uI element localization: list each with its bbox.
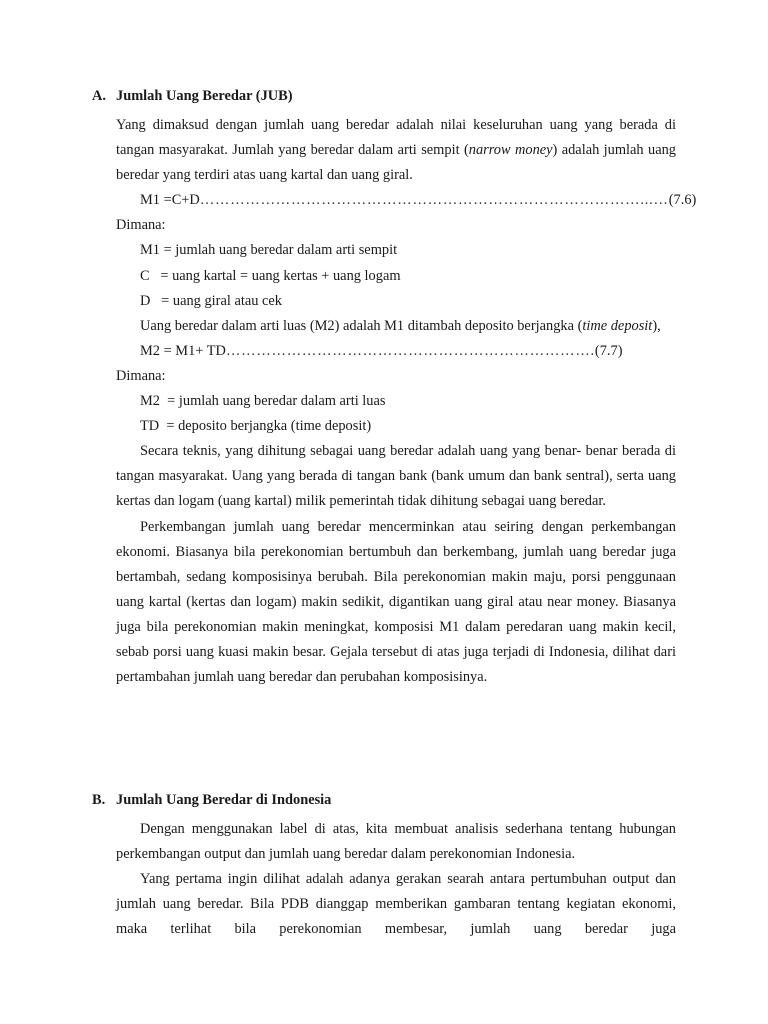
equation-number: (7.6) — [668, 192, 697, 209]
section-b — [92, 792, 676, 942]
section-b-heading — [92, 792, 676, 808]
equation-leader-dots: ………………………………………………………………. — [225, 342, 595, 359]
paragraph-technical: Secara teknis, yang dihitung sebagai uang beredar adalah uang yang benar- benar berada di tangan masyarakat. Uang yang berada di tangan bank (bank umum dan bank sentral), serta uang kertas dan logam (uang kartal) milik pemerintah tidak dihitung sebagai uang beredar. — [116, 443, 676, 510]
definition-m2: M2 = jumlah uang beredar dalam arti luas — [140, 393, 386, 410]
dimana-label: Dimana: — [116, 217, 166, 234]
paragraph-m2 — [116, 314, 676, 339]
equation-7-7 — [116, 339, 676, 364]
section-a-heading — [92, 88, 676, 104]
section-a-title: Jumlah Uang Beredar (JUB) — [116, 88, 293, 104]
equation-number: (7.7) — [594, 342, 623, 359]
section-b-title: Jumlah Uang Beredar di Indonesia — [116, 792, 332, 808]
section-b-body — [92, 817, 676, 942]
emphasis-time-deposit: time deposit — [582, 317, 653, 334]
paragraph-definition — [116, 113, 676, 188]
paragraph-text: Uang beredar dalam arti luas (M2) adalah M1 ditambah deposito berjangka ( — [140, 317, 583, 334]
paragraph-text: ), — [652, 317, 661, 334]
paragraph-first-look: Yang pertama ingin dilihat adalah adanya gerakan searah antara pertumbuhan output dan jumlah uang beredar. Bila PDB dianggap memberikan gambaran tentang kegiatan ekonomi, maka terlihat bila perekonomian membesar, jumlah uang beredar juga — [116, 871, 676, 938]
emphasis-narrow-money: narrow money — [468, 142, 553, 159]
definition-d: D = uang giral atau cek — [140, 292, 282, 309]
equation-formula: M2 = M1+ TD — [140, 342, 226, 359]
equation-leader-dots: ……………………………………………………………………………...… — [199, 192, 669, 209]
paragraph-analysis: Dengan menggunakan label di atas, kita membuat analisis sederhana tentang hubungan perkembangan output dan jumlah uang beredar dalam perekonomian Indonesia. — [116, 821, 676, 863]
section-a-body — [92, 113, 697, 690]
section-b-letter: B. — [92, 792, 106, 808]
equation-formula: M1 =C+D — [140, 192, 200, 209]
definition-c: C = uang kartal = uang kertas + uang logam — [140, 267, 401, 284]
paragraph-development: Perkembangan jumlah uang beredar mencerminkan atau seiring dengan perkembangan ekonomi. Biasanya bila perekonomian bertumbuh dan berkembang, jumlah uang beredar juga bertambah, sedang komposisinya berubah. Bila perekonomian makin maju, porsi penggunaan uang kartal (kertas dan logam) makin sedikit, digantikan uang giral atau near money. Biasanya juga bila perekonomian makin meningkat, komposisi M1 dalam peredaran uang makin kecil, sebab porsi uang kuasi makin besar. Gejala tersebut di atas juga terjadi di Indonesia, dilihat dari pertambahan jumlah uang beredar dan perubahan komposisinya. — [116, 518, 676, 686]
section-a — [92, 88, 697, 690]
dimana-label-2: Dimana: — [116, 367, 166, 384]
section-a-letter: A. — [92, 88, 106, 104]
paragraph-text: ) adalah jumlah uang beredar yang terdiri atas uang kartal dan uang giral. — [116, 142, 676, 184]
definition-m1: M1 = jumlah uang beredar dalam arti sempit — [140, 242, 398, 259]
equation-7-6 — [116, 188, 697, 213]
paragraph-text: Yang dimaksud dengan jumlah uang beredar adalah nilai keseluruhan uang yang berada di tangan masyarakat. Jumlah yang beredar dalam arti sempit ( — [116, 117, 676, 159]
definition-td: TD = deposito berjangka (time deposit) — [140, 418, 372, 435]
